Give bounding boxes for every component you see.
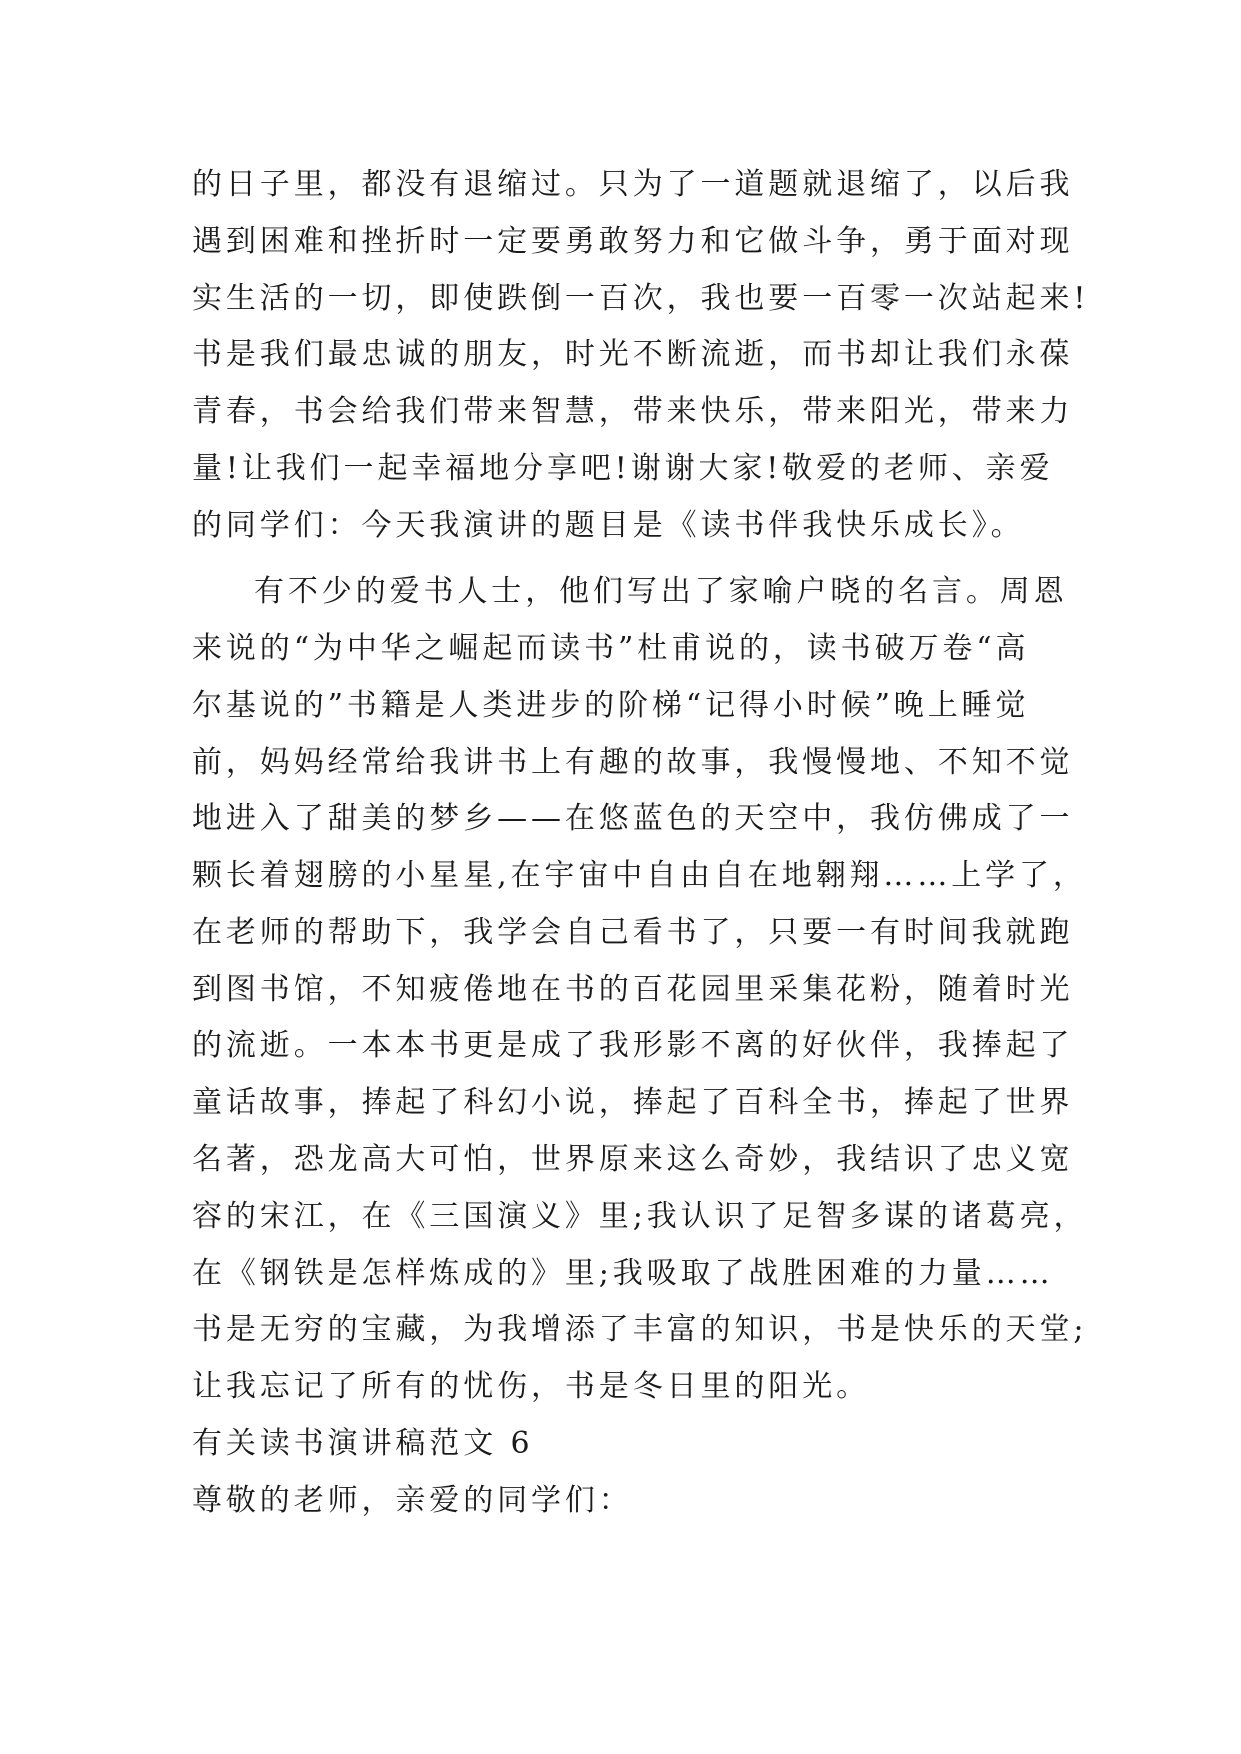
- section-heading: 有关读书演讲稿范文 6: [192, 1426, 534, 1461]
- text-line: 名著，恐龙高大可怕，世界原来这么奇妙，我结识了忠义宽: [192, 1142, 1074, 1177]
- text-line: 青春，书会给我们带来智慧，带来快乐，带来阳光，带来力: [192, 394, 1074, 429]
- paragraph-first-line: 有不少的爱书人士，他们写出了家喻户晓的名言。周恩: [254, 574, 1068, 609]
- text-line: 书是无穷的宝藏，为我增添了丰富的知识，书是快乐的天堂;: [192, 1312, 1088, 1347]
- text-line: 童话故事，捧起了科幻小说，捧起了百科全书，捧起了世界: [192, 1085, 1074, 1120]
- text-line: 的流逝。一本本书更是成了我形影不离的好伙伴，我捧起了: [192, 1028, 1074, 1063]
- salutation: 尊敬的老师，亲爱的同学们：: [192, 1483, 633, 1518]
- text-line: 前，妈妈经常给我讲书上有趣的故事，我慢慢地、不知不觉: [192, 745, 1074, 780]
- text-line: 来说的“为中华之崛起而读书”杜甫说的，读书破万卷“高: [192, 631, 1030, 666]
- text-line: 颗长着翅膀的小星星,在宇宙中自由自在地翱翔……上学了，: [192, 858, 1087, 893]
- text-line: 容的宋江，在《三国演义》里;我认识了足智多谋的诸葛亮，: [192, 1199, 1088, 1234]
- text-line: 地进入了甜美的梦乡——在悠蓝色的天空中，我仿佛成了一: [192, 801, 1074, 836]
- text-line: 的同学们：今天我演讲的题目是《读书伴我快乐成长》。: [192, 508, 1025, 543]
- text-line: 的日子里，都没有退缩过。只为了一道题就退缩了，以后我: [192, 167, 1074, 202]
- text-line: 量!让我们一起幸福地分享吧!谢谢大家!敬爱的老师、亲爱: [192, 451, 1054, 486]
- text-line: 让我忘记了所有的忧伤，书是冬日里的阳光。: [192, 1369, 870, 1404]
- text-line: 遇到困难和挫折时一定要勇敢努力和它做斗争，勇于面对现: [192, 224, 1074, 259]
- text-line: 尔基说的”书籍是人类进步的阶梯“记得小时候”晚上睡觉: [192, 688, 1030, 723]
- text-line: 在老师的帮助下，我学会自己看书了，只要一有时间我就跑: [192, 915, 1074, 950]
- text-line: 实生活的一切，即使跌倒一百次，我也要一百零一次站起来!: [192, 281, 1090, 316]
- text-line: 在《钢铁是怎样炼成的》里;我吸取了战胜困难的力量……: [192, 1256, 1054, 1291]
- text-line: 书是我们最忠诚的朋友，时光不断流逝，而书却让我们永葆: [192, 337, 1074, 372]
- text-line: 到图书馆，不知疲倦地在书的百花园里采集花粉，随着时光: [192, 972, 1074, 1007]
